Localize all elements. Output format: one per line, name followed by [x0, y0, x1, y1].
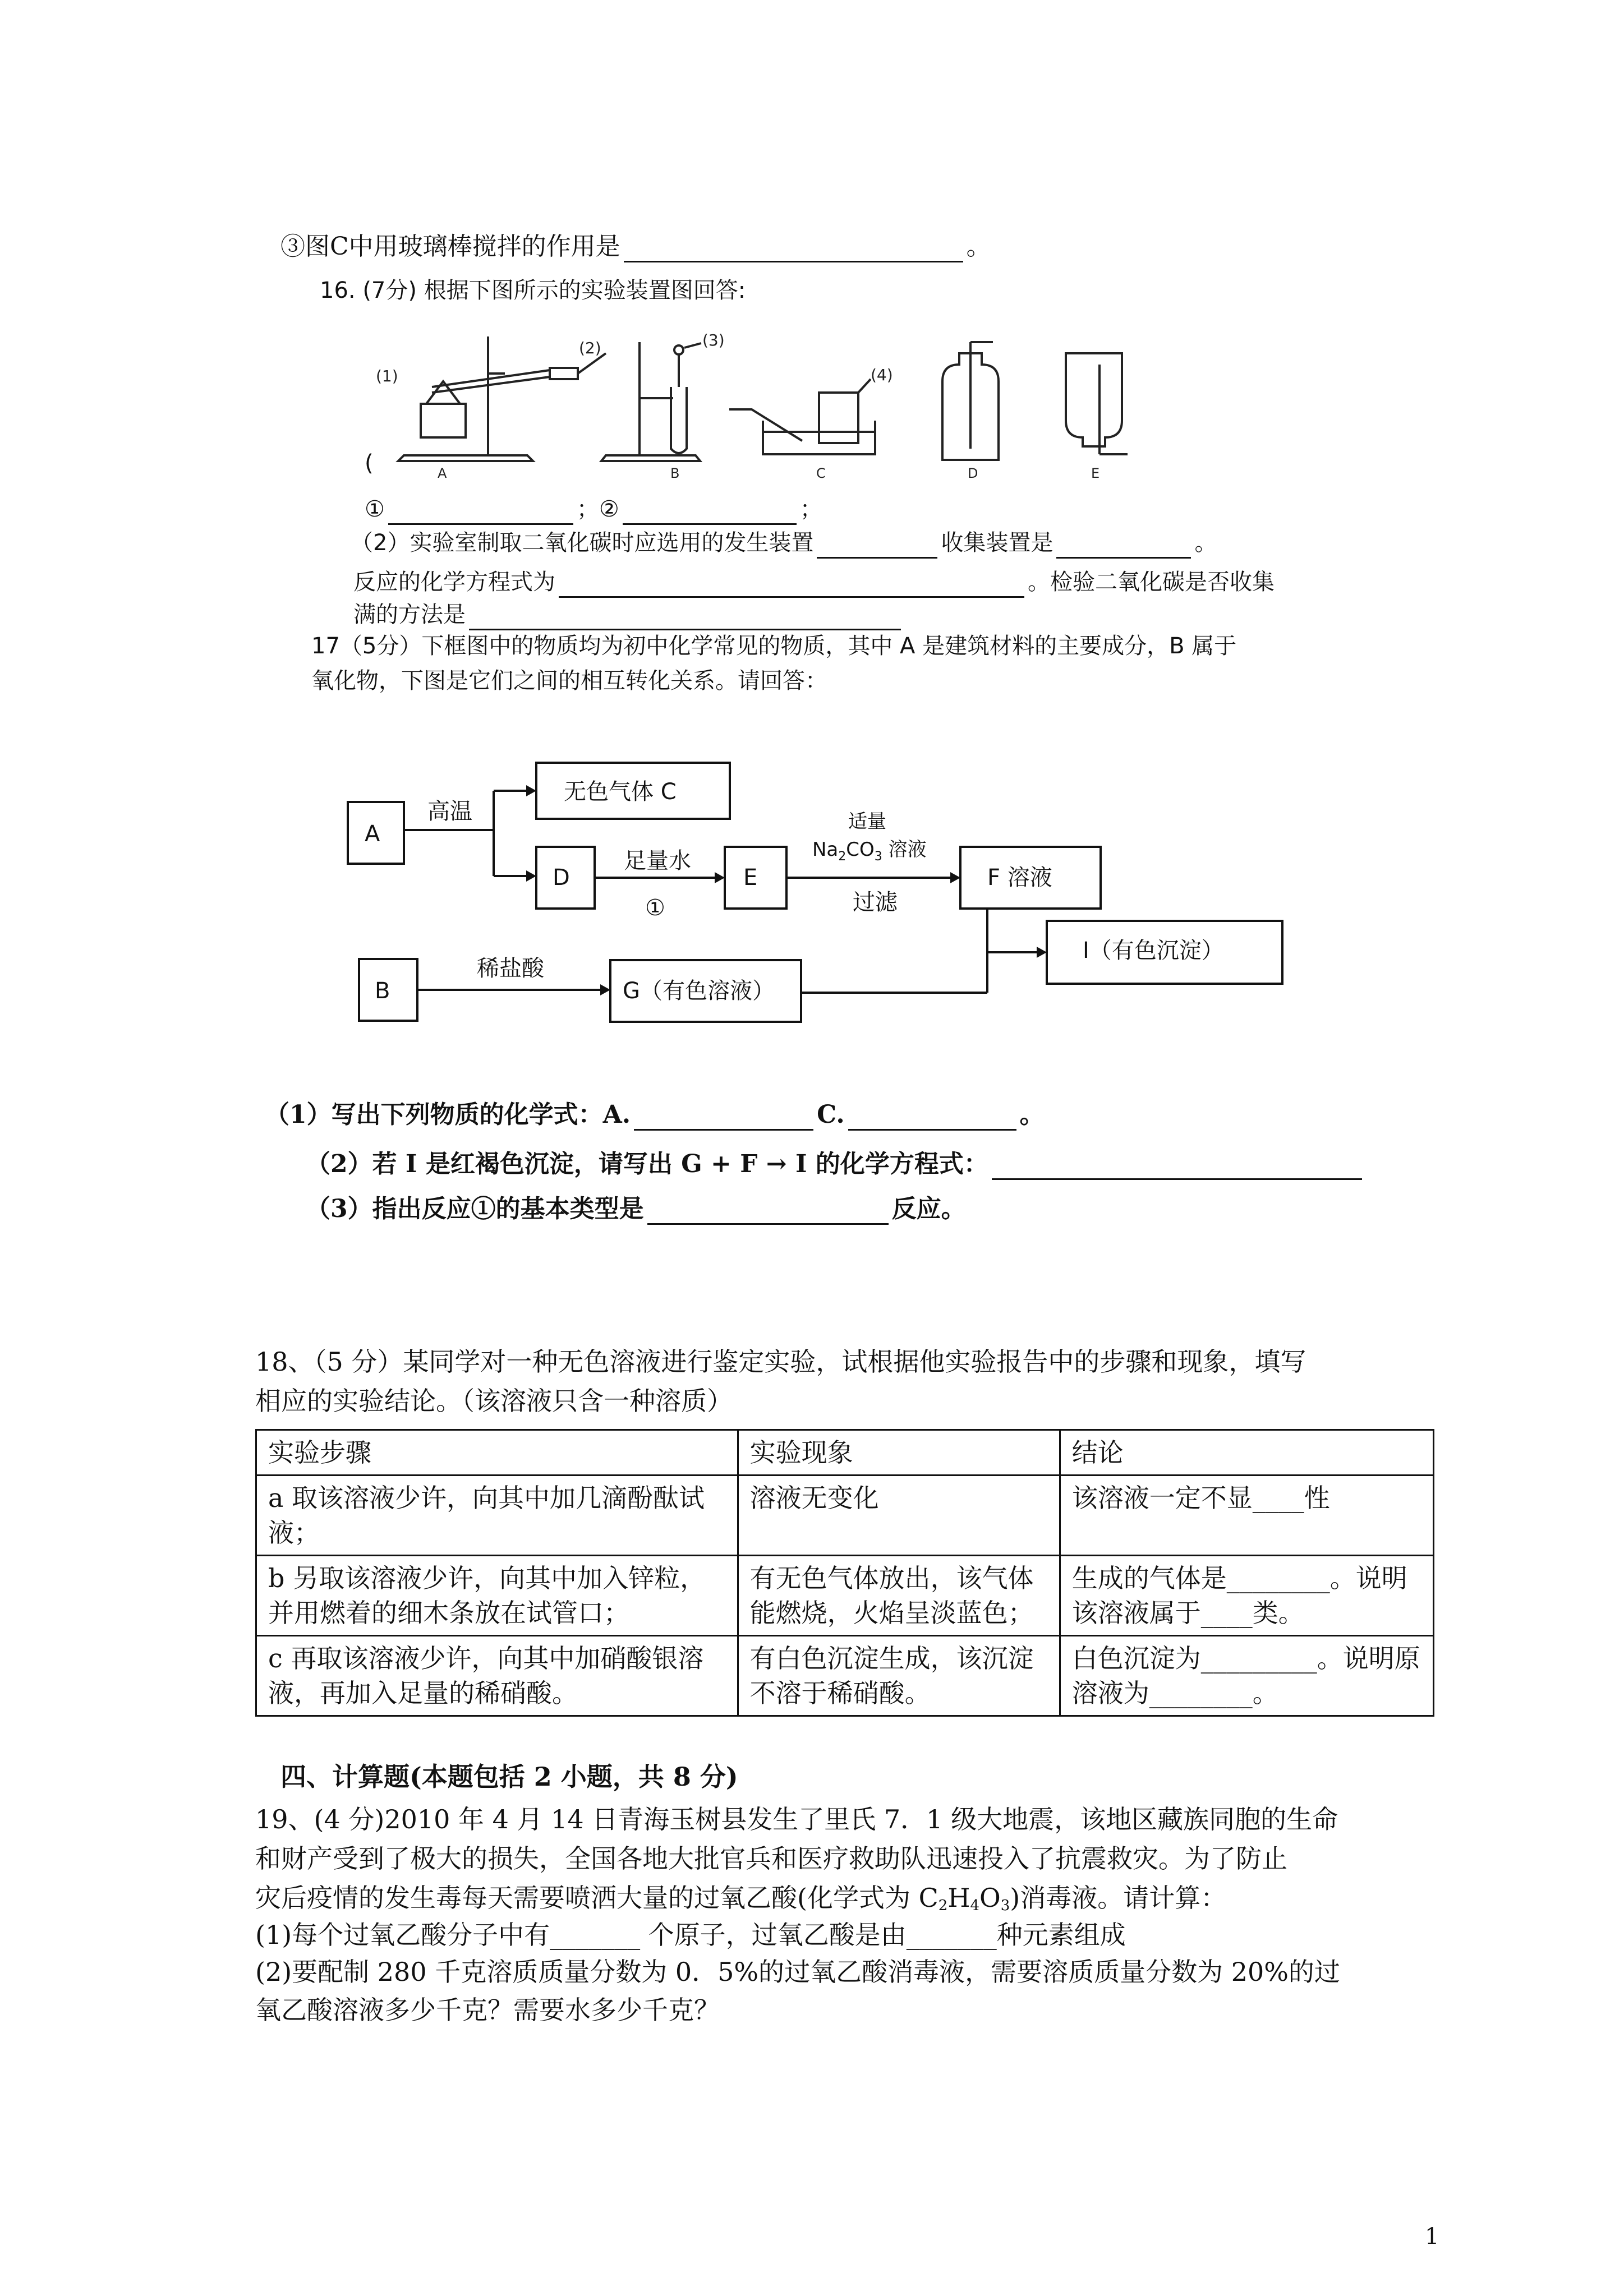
flow-acid: 稀盐酸 [477, 956, 544, 981]
apparatus-b [601, 331, 725, 481]
q19-line1: 19、(4 分)2010 年 4 月 14 日青海玉树县发生了里氏 7．1 级大地震，该地区藏族同胞的生命 [255, 1804, 1338, 1834]
q16-method-line [353, 599, 904, 630]
apparatus-d [942, 342, 999, 481]
q16-method-label: 满的方法是 [353, 602, 466, 628]
q16-equation-label: 反应的化学方程式为 [353, 569, 555, 595]
q16-generator-blank[interactable] [817, 531, 937, 559]
row-a-step: a 取该溶液少许，向其中加几滴酚酞试液； [256, 1476, 738, 1556]
q16-equation-blank[interactable] [559, 570, 1024, 598]
apparatus-e [1066, 353, 1128, 481]
callout-1: (1) [376, 367, 398, 385]
flow-filter: 过滤 [853, 889, 898, 915]
q19-sub3: 3 [1000, 1897, 1010, 1914]
flow-a: A [365, 821, 380, 847]
q17-intro-line2: 氧化物，下图是它们之间的相互转化关系。请回答： [311, 668, 827, 694]
q17-p1-blank-a[interactable] [634, 1103, 813, 1131]
callout-3: (3) [702, 331, 725, 349]
q15-item3-blank[interactable] [624, 235, 963, 262]
q16-heading: 16. (7分) 根据下图所示的实验装置图回答: [320, 278, 746, 303]
q16-collector-blank[interactable] [1056, 531, 1191, 559]
q16-part2-c: 。 [1194, 530, 1217, 556]
q17-p3-b: 反应。 [891, 1195, 966, 1223]
callout-2: (2) [579, 339, 601, 357]
flow-b: B [375, 978, 390, 1004]
apparatus-c [729, 366, 893, 481]
q16-part2-b: 收集装置是 [941, 530, 1053, 556]
flow-reagent2-pre: Na [812, 838, 839, 861]
q15-item3-text: ③图C中用玻璃棒搅拌的作用是 [280, 232, 620, 261]
q19-line3-post: )消毒液。请计算： [1010, 1883, 1227, 1913]
flow-reagent2-sub2: 3 [874, 850, 882, 864]
header-phenomenon: 实验现象 [738, 1430, 1060, 1476]
q16-equation-end: 。检验二氧化碳是否收集 [1028, 569, 1275, 595]
page-number: 1 [1425, 2224, 1439, 2249]
flow-reagent2-mid: CO [846, 838, 875, 861]
row-b-phenomenon: 有无色气体放出，该气体能燃烧，火焰呈淡蓝色； [738, 1556, 1060, 1636]
flow-reagent2-post: 溶液 [882, 838, 927, 861]
row-b-conclusion[interactable]: 生成的气体是________。说明该溶液属于____类。 [1060, 1556, 1433, 1636]
header-conclusion: 结论 [1060, 1430, 1433, 1476]
flow-g: G（有色溶液） [623, 978, 775, 1004]
q17-p2-blank[interactable] [992, 1152, 1362, 1180]
label-d: D [968, 465, 978, 481]
flow-reagent2-sub1: 2 [838, 850, 846, 864]
label-e: E [1091, 465, 1100, 481]
q16-blank2-end: ； [799, 496, 822, 522]
q17-p1-c: 。 [1019, 1100, 1045, 1129]
q19-line2: 和财产受到了极大的损失，全国各地大批官兵和医疗救助队迅速投入了抗震救灾。为了防止 [255, 1843, 1287, 1874]
q19-p2-line1: (2)要配制 280 千克溶质质量分数为 0．5%的过氧乙酸消毒液，需要溶质质量分数为 20%的过 [255, 1957, 1340, 1987]
flow-water: 足量水 [624, 848, 691, 874]
flow-reagent2 [812, 838, 927, 864]
q16-part2-line [351, 527, 1217, 559]
table-row [256, 1636, 1434, 1716]
q16-blank1-label: ① [365, 496, 385, 522]
q17-p1-a: （1）写出下列物质的化学式：A. [265, 1100, 631, 1129]
q19-p2-line2: 氧乙酸溶液多少千克？需要水多少千克？ [255, 1995, 720, 2025]
q15-item3 [280, 231, 991, 262]
q16-method-blank[interactable] [469, 603, 901, 630]
flow-i: I（有色沉淀） [1083, 938, 1224, 963]
q19-sub2: 4 [970, 1897, 979, 1914]
q16-apparatus-figure [359, 331, 1161, 510]
row-c-phenomenon: 有白色沉淀生成，该沉淀不溶于稀硝酸。 [738, 1636, 1060, 1716]
q15-item3-end: 。 [966, 232, 991, 261]
row-a-conclusion[interactable]: 该溶液一定不显____性 [1060, 1476, 1433, 1556]
section4-heading: 四、计算题(本题包括 2 小题，共 8 分) [280, 1762, 738, 1792]
label-c: C [816, 465, 826, 481]
table-row [256, 1476, 1434, 1556]
header-step: 实验步骤 [256, 1430, 738, 1476]
q17-p2 [306, 1149, 1365, 1180]
q17-p3-a: （3）指出反应①的基本类型是 [306, 1195, 644, 1223]
flow-circle1: ① [645, 895, 665, 921]
q17-intro-line1: 17（5分）下框图中的物质均为初中化学常见的物质，其中 A 是建筑材料的主要成分，B 属于 [311, 633, 1237, 659]
q16-blank1[interactable] [388, 497, 573, 525]
q16-blank2-label: ；② [576, 496, 619, 522]
q17-p2-text: （2）若 I 是红褐色沉淀，请写出 G + F → I 的化学方程式： [306, 1150, 988, 1178]
flow-d: D [553, 865, 570, 891]
q16-part2-a: （2）实验室制取二氧化碳时应选用的发生装置 [351, 530, 814, 556]
q17-p3-blank[interactable] [647, 1197, 889, 1225]
q16-blank2[interactable] [623, 497, 797, 525]
row-a-phenomenon: 溶液无变化 [738, 1476, 1060, 1556]
flow-c: 无色气体 C [564, 779, 677, 805]
flow-e: E [743, 865, 758, 891]
label-b: B [670, 465, 680, 481]
row-b-step: b 另取该溶液少许，向其中加入锌粒，并用燃着的细木条放在试管口； [256, 1556, 738, 1636]
apparatus-a [376, 336, 606, 481]
flow-high-temp: 高温 [427, 799, 472, 824]
q17-flowchart [337, 746, 1301, 1060]
q17-p1-b: C. [817, 1100, 845, 1129]
q19-line3-pre: 灾后疫情的发生毒每天需要喷洒大量的过氧乙酸(化学式为 C [255, 1883, 938, 1913]
row-c-step: c 再取该溶液少许，向其中加硝酸银溶液，再加入足量的稀硝酸。 [256, 1636, 738, 1716]
q19-p1: (1)每个过氧乙酸分子中有_______ 个原子，过氧乙酸是由_______种元素组成 [255, 1920, 1126, 1950]
q19-line3 [255, 1882, 1226, 1921]
q16-left-paren: ( [365, 450, 374, 476]
q17-p3 [306, 1193, 966, 1225]
callout-4: (4) [871, 366, 893, 384]
q18-table [255, 1429, 1434, 1717]
q18-line1: 18、（5 分）某同学对一种无色溶液进行鉴定实验，试根据他实验报告中的步骤和现象，填写 [255, 1347, 1306, 1377]
q19-sub1: 2 [938, 1897, 948, 1914]
flow-reagent1: 适量 [848, 810, 886, 833]
q16-equation-line [353, 566, 1275, 598]
q16-part1-line [365, 494, 822, 525]
row-c-conclusion[interactable]: 白色沉淀为_________。说明原溶液为________。 [1060, 1636, 1433, 1716]
q19-line3-o: O [979, 1883, 1001, 1913]
q17-p1-blank-c[interactable] [848, 1103, 1016, 1131]
flow-f: F 溶液 [987, 865, 1052, 891]
q18-line2: 相应的实验结论。（该溶液只含一种溶质） [255, 1386, 733, 1416]
table-header-row [256, 1430, 1434, 1476]
q19-line3-h: H [947, 1883, 970, 1913]
label-a: A [438, 465, 447, 481]
q17-p1 [265, 1099, 1045, 1131]
table-row [256, 1556, 1434, 1636]
